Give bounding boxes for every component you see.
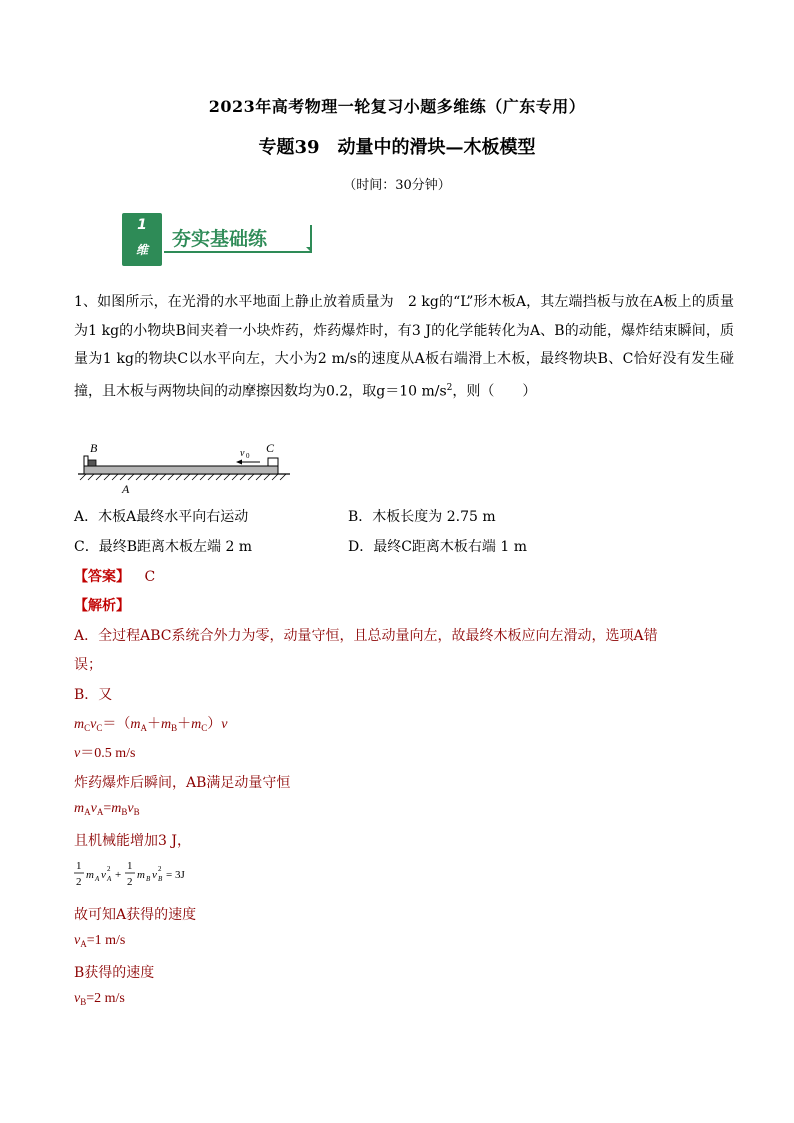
svg-text:v: v [101, 869, 106, 881]
analysis-a-line2: 误； [74, 657, 102, 673]
analysis-b-label: B．又 [74, 687, 113, 703]
analysis-a-speed-line: 故可知A获得的速度 [74, 907, 197, 923]
equation-va: $v_A=1$ m/s [74, 933, 126, 949]
question-text [74, 288, 734, 406]
svg-text:A: A [95, 875, 100, 883]
question-body: 1、如图所示，在光滑的水平地面上静止放着质量为 2 kg的“L”形木板A，其左端挡板与放在A板上的质量为1 kg的小物块B间夹着一小块炸药，炸药爆炸时，有3 J的化学能转化为A、B的动能，爆炸结束瞬间，质量为1 kg的物块C以水平向左，大小为2 m/s的速度从A板右端滑上木板，最终物块B、C恰好没有发生碰撞，且木板与两物块间的动摩擦因数均为0.2，取g＝10 m/s [74, 294, 734, 400]
analysis-key: 【解析】 [74, 598, 130, 614]
option-b: B．木板长度为 2.75 m [348, 509, 496, 525]
section-badge [122, 213, 322, 268]
board-a [84, 466, 278, 474]
badge-number: 1 [137, 217, 147, 233]
arrow-head-icon [236, 460, 242, 465]
label-c: C [266, 441, 275, 455]
svg-text:m: m [137, 869, 145, 881]
board-diagram [72, 434, 294, 496]
block-c [268, 458, 278, 466]
svg-text:2: 2 [107, 865, 111, 873]
analysis-b-speed-line: B获得的速度 [74, 965, 155, 981]
equation-blast-momentum: $m_Av_A=m_Bv_B$ [74, 801, 140, 817]
svg-text:B: B [158, 875, 163, 883]
equation-energy [72, 856, 212, 892]
svg-text:= 3J: = 3J [166, 869, 185, 881]
label-v-sub: 0 [246, 452, 250, 460]
svg-text:2: 2 [158, 865, 162, 873]
label-a: A [122, 482, 130, 496]
question-sup: 2 [446, 382, 453, 393]
analysis-a-line1: A．全过程ABC系统合外力为零，动量守恒，且总动量向左，故最终木板应向左滑动，选项A错 [74, 628, 658, 644]
svg-text:2: 2 [76, 876, 82, 888]
option-c: C．最终B距离木板左端 2 m [74, 539, 253, 555]
option-a: A．木板A最终水平向右运动 [74, 509, 249, 525]
svg-text:A: A [107, 875, 112, 883]
board-stop [84, 456, 88, 466]
question-end: ，则（ ） [452, 383, 537, 400]
svg-text:+: + [115, 869, 122, 881]
badge-label: 夯实基础练 [164, 225, 312, 253]
ground-hatching [80, 474, 286, 480]
time-limit: （时间：30分钟） [343, 178, 451, 193]
badge-number-block [122, 213, 162, 266]
svg-text:1: 1 [127, 860, 133, 872]
document-title: 2023年高考物理一轮复习小题多维练（广东专用） [208, 97, 586, 116]
label-v: v [240, 448, 245, 459]
svg-text:v: v [152, 869, 157, 881]
badge-unit: 维 [135, 243, 148, 257]
equation-momentum-total: $m_Cv_C=(m_A+m_B+m_C)v$ [74, 717, 228, 733]
topic-title: 专题39 动量中的滑块—木板模型 [258, 137, 536, 158]
svg-text:1: 1 [76, 860, 82, 872]
svg-text:2: 2 [127, 876, 133, 888]
equation-vb: $v_B=2$ m/s [74, 991, 125, 1007]
analysis-blast-line: 炸药爆炸后瞬间，AB满足动量守恒 [74, 775, 291, 791]
equation-common-velocity: v＝0.5 m/s [74, 746, 136, 761]
svg-text:m: m [86, 869, 94, 881]
answer-value: C [144, 569, 156, 585]
label-b: B [90, 441, 98, 455]
answer-key: 【答案】 [74, 569, 130, 585]
option-d: D．最终C距离木板右端 1 m [348, 539, 528, 555]
answer-line [74, 566, 155, 586]
badge-corner-icon [306, 247, 312, 253]
analysis-energy-line: 且机械能增加3 J， [74, 833, 191, 849]
svg-text:B: B [146, 875, 151, 883]
block-b [88, 460, 96, 466]
